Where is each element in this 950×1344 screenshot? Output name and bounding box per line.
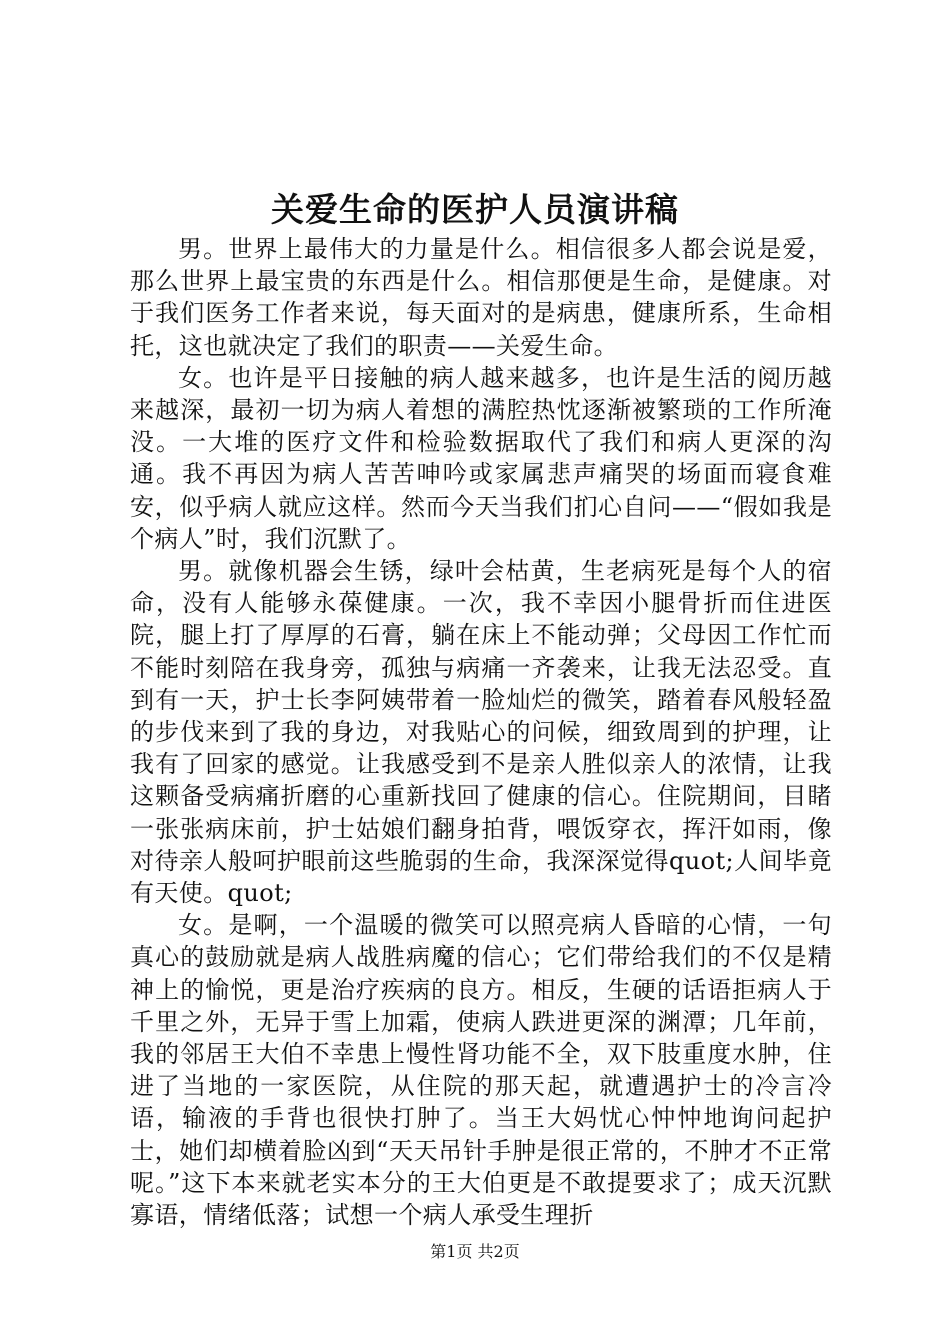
page-number-footer: 第1页 共2页 — [430, 1242, 520, 1261]
document-title: 关爱生命的医护人员演讲稿 — [271, 190, 679, 229]
paragraph-3: 男。就像机器会生锈，绿叶会枯黄，生老病死是每个人的宿命，没有人能够永葆健康。一次，我不幸因小腿骨折而住进医院，腿上打了厚厚的石膏，躺在床上不能动弹；父母因工作忙而不能时刻陪在我身旁，孤独与病痛一齐袭来，让我无法忍受。直到有一天，护士长李阿姨带着一脸灿烂的微笑，踏着春风般轻盈的步伐来到了我的身边，对我贴心的问候，细致周到的护理，让我有了回家的感觉。让我感受到不是亲人胜似亲人的浓情，让我这颗备受病痛折磨的心重新找回了健康的信心。住院期间，目睹一张张病床前，护士姑娘们翻身拍背，喂饭穿衣，挥汗如雨，像对待亲人般呵护眼前这些脆弱的生命，我深深觉得quot;人间毕竟有天使。quot; — [130, 557, 832, 908]
document-body — [130, 233, 832, 1231]
paragraph-1: 男。世界上最伟大的力量是什么。相信很多人都会说是爱，那么世界上最宝贵的东西是什么。相信那便是生命，是健康。对于我们医务工作者来说，每天面对的是病患，健康所系，生命相托，这也就决定了我们的职责——关爱生命。 — [130, 235, 832, 360]
paragraph-2: 女。也许是平日接触的病人越来越多，也许是生活的阅历越来越深，最初一切为病人着想的满腔热忱逐渐被繁琐的工作所淹没。一大堆的医疗文件和检验数据取代了我们和病人更深的沟通。我不再因为病人苦苦呻吟或家属悲声痛哭的场面而寝食难安，似乎病人就应这样。然而今天当我们扪心自问——“假如我是个病人”时，我们沉默了。 — [130, 363, 832, 553]
paragraph-4: 女。是啊，一个温暖的微笑可以照亮病人昏暗的心情，一句真心的鼓励就是病人战胜病魔的信心；它们带给我们的不仅是精神上的愉悦，更是治疗疾病的良方。相反，生硬的话语拒病人于千里之外，无异于雪上加霜，使病人跌进更深的渊潭；几年前，我的邻居王大伯不幸患上慢性肾功能不全，双下肢重度水肿，住进了当地的一家医院，从住院的那天起，就遭遇护士的冷言冷语，输液的手背也很快打肿了。当王大妈忧心忡忡地询问起护士，她们却横着脸凶到“天天吊针手肿是很正常的，不肿才不正常呢。”这下本来就老实本分的王大伯更是不敢提要求了；成天沉默寡语，情绪低落；试想一个病人承受生理折 — [130, 911, 832, 1230]
